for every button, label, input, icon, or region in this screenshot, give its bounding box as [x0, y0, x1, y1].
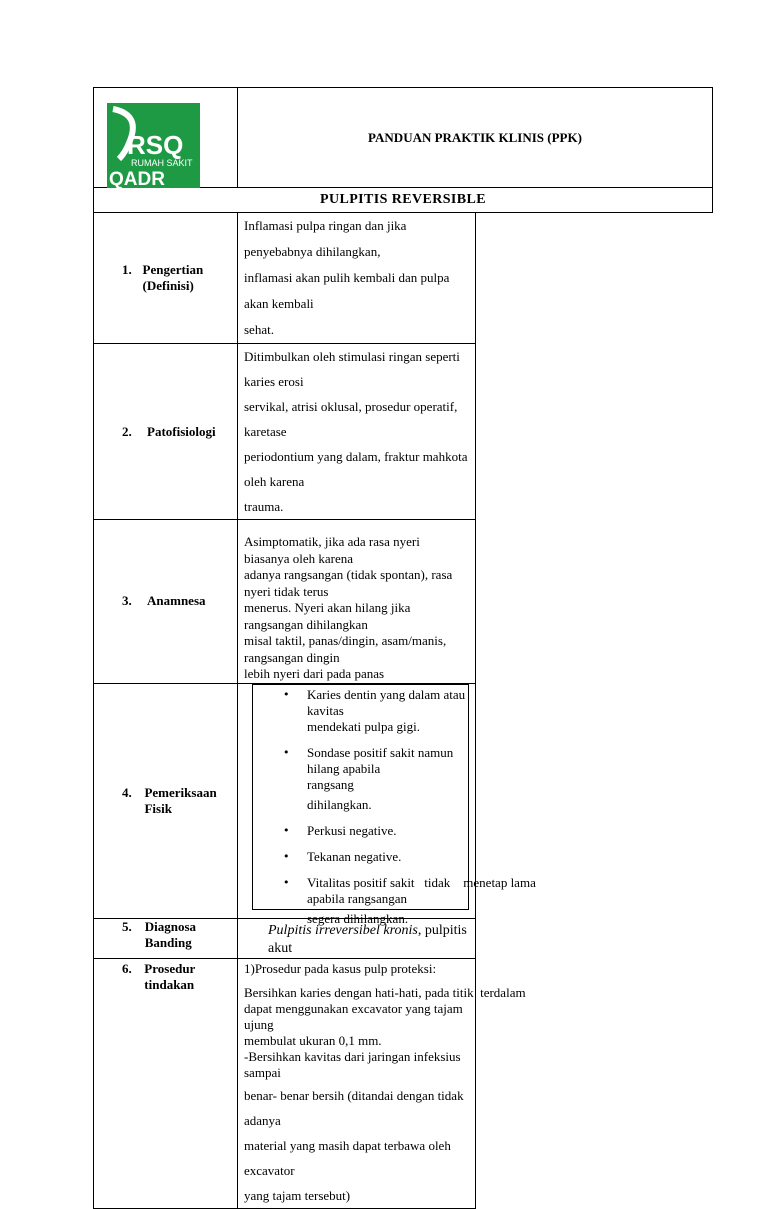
content-line: material yang masih dapat terbawa oleh excavator — [244, 1137, 451, 1178]
row-patofisiologi — [94, 344, 713, 520]
content-line: lebih nyeri dari pada panas — [244, 666, 385, 681]
row-label: Pengertian (Definisi) — [142, 262, 204, 293]
content-line: dapat menggunakan excavator yang tajam ujung — [244, 1000, 463, 1032]
content-line: adanya rangsangan (tidak spontan), rasa nyeri tidak terus — [244, 567, 453, 599]
row-label: Diagnosa Banding — [144, 918, 197, 950]
row-label: Anamnesa — [147, 593, 206, 609]
content-line: yang tajam tersebut) — [244, 1187, 351, 1203]
differential-rest: , pulpitis akut — [268, 922, 467, 956]
row-number: 5. — [122, 918, 132, 934]
rsq-logo — [107, 103, 200, 188]
list-item: • Karies dentin yang dalam atau kavitas mendekati pulpa gigi. — [307, 687, 468, 735]
content-line: Ditimbulkan oleh stimulasi ringan seperti karies erosi — [244, 349, 460, 389]
content-line: menerus. Nyeri akan hilang jika rangsangan dihilangkan — [244, 600, 411, 632]
row-number: 1. — [122, 262, 132, 277]
row-content — [238, 520, 476, 684]
logo-rumah-sakit-text: RUMAH SAKIT — [131, 158, 193, 168]
row-pemeriksaan-fisik — [94, 683, 713, 918]
row-number: 2. — [122, 423, 132, 439]
content-line: misal taktil, panas/dingin, asam/manis, rangsangan dingin — [244, 633, 447, 665]
row-number: 6. — [122, 960, 132, 976]
ppk-document — [93, 87, 713, 1209]
row-content — [238, 344, 476, 520]
list-item: • Vitalitas positif sakit tidak menetap lama apabila rangsangan segera dihilangkan. — [307, 875, 468, 927]
content-line: Bersihkan karies dengan hati-hati, pada titik terdalam — [244, 984, 526, 1000]
diagnosis-title: PULPITIS REVERSIBLE — [94, 188, 713, 213]
row-content — [238, 958, 526, 1208]
row-label: Prosedur tindakan — [144, 960, 196, 992]
content-line: Asimptomatik, jika ada rasa nyeri biasanya oleh karena — [244, 534, 420, 566]
row-content — [238, 683, 536, 926]
differential-italic: Pulpitis irreversibel kronis — [268, 922, 418, 938]
findings-list — [253, 686, 536, 927]
content-line: benar- benar bersih (ditandai dengan tidak adanya — [244, 1087, 464, 1128]
ppk-table — [93, 87, 713, 1209]
row-pengertian — [94, 213, 713, 344]
list-item: • Perkusi negative. — [307, 823, 468, 839]
document-title: PANDUAN PRAKTIK KLINIS (PPK) — [238, 88, 713, 188]
findings-box — [252, 684, 536, 926]
logo-qadr-text: QADR — [109, 169, 165, 188]
logo-cell — [94, 88, 238, 188]
content-line: trauma. — [244, 499, 284, 514]
row-number: 4. — [122, 784, 132, 800]
content-line: 1)Prosedur pada kasus pulp proteksi: — [244, 960, 437, 976]
content-line: servikal, atrisi oklusal, prosedur operatif, karetase — [244, 399, 458, 439]
row-number: 3. — [122, 593, 132, 609]
content-line: sehat. — [244, 322, 274, 337]
row-label: Patofisiologi — [147, 423, 216, 439]
content-line: membulat ukuran 0,1 mm. — [244, 1032, 382, 1048]
row-label: Pemeriksaan Fisik — [144, 784, 217, 816]
procedure-tail — [244, 1083, 469, 1208]
procedure-block — [244, 984, 526, 1081]
content-line: inflamasi akan pulih kembali dan pulpa akan kembali — [244, 270, 450, 311]
logo-rsq-text: RSQ — [127, 130, 184, 160]
row-content — [238, 213, 476, 344]
content-line: -Bersihkan kavitas dari jaringan infeksius sampai — [244, 1048, 461, 1080]
content-line: Inflamasi pulpa ringan dan jika penyebabnya dihilangkan, — [244, 218, 407, 259]
list-item: • Tekanan negative. — [307, 849, 468, 865]
row-anamnesa — [94, 520, 713, 684]
content-line: periodontium yang dalam, fraktur mahkota oleh karena — [244, 449, 468, 489]
row-prosedur-tindakan — [94, 958, 713, 1208]
header-row — [94, 88, 713, 188]
list-item: • Sondase positif sakit namun hilang apabila rangsang dihilangkan. — [307, 745, 468, 813]
